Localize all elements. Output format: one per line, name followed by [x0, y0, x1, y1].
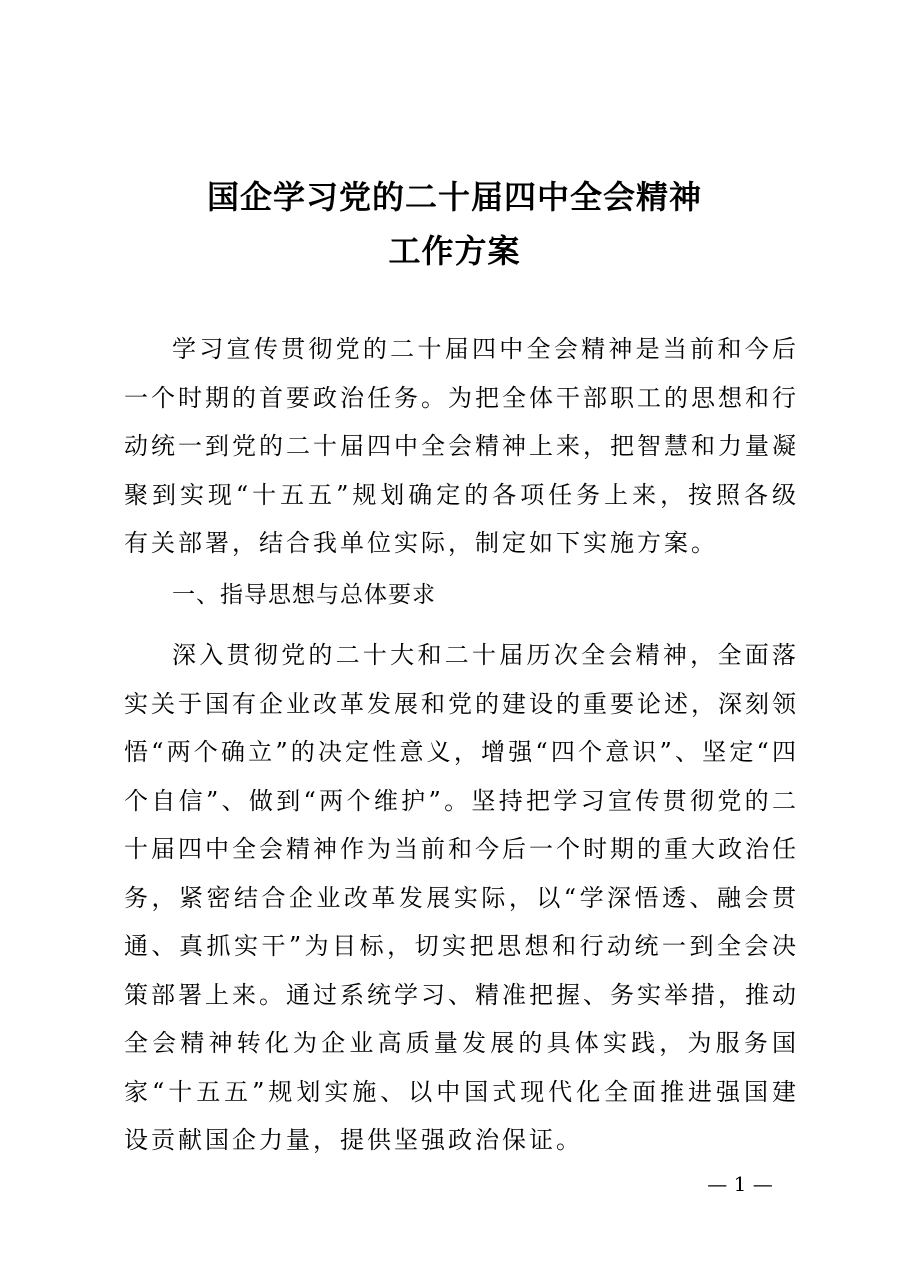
guiding-thought-paragraph: 深入贯彻党的二十大和二十届历次全会精神，全面落实关于国有企业改革发展和党的建设的重要论述，深刻领悟“两个确立”的决定性意义，增强“四个意识”、坚定“四个自信”、做到“两个维护”。坚持把学习宣传贯彻党的二十届四中全会精神作为当前和今后一个时期的重大政治任务，紧密结合企业改革发展实际，以“学深悟透、融会贯通、真抓实干”为目标，切实把思想和行动统一到全会决策部署上来。通过系统学习、精准把握、务实举措，推动全会精神转化为企业高质量发展的具体实践，为服务国家“十五五”规划实施、以中国式现代化全面推进强国建设贡献国企力量，提供坚强政治保证。 [124, 641, 799, 1154]
document-title-line-1: 国企学习党的二十届四中全会精神 [206, 178, 702, 216]
intro-paragraph: 学习宣传贯彻党的二十届四中全会精神是当前和今后一个时期的首要政治任务。为把全体干部职工的思想和行动统一到党的二十届四中全会精神上来，把智慧和力量凝聚到实现“十五五”规划确定的各项任务上来，按照各级有关部署，结合我单位实际，制定如下实施方案。 [124, 335, 799, 557]
document-title-line-2: 工作方案 [388, 232, 521, 270]
page-number: — 1 — [707, 1172, 773, 1196]
section-heading-1: 一、指导思想与总体要求 [172, 582, 436, 608]
